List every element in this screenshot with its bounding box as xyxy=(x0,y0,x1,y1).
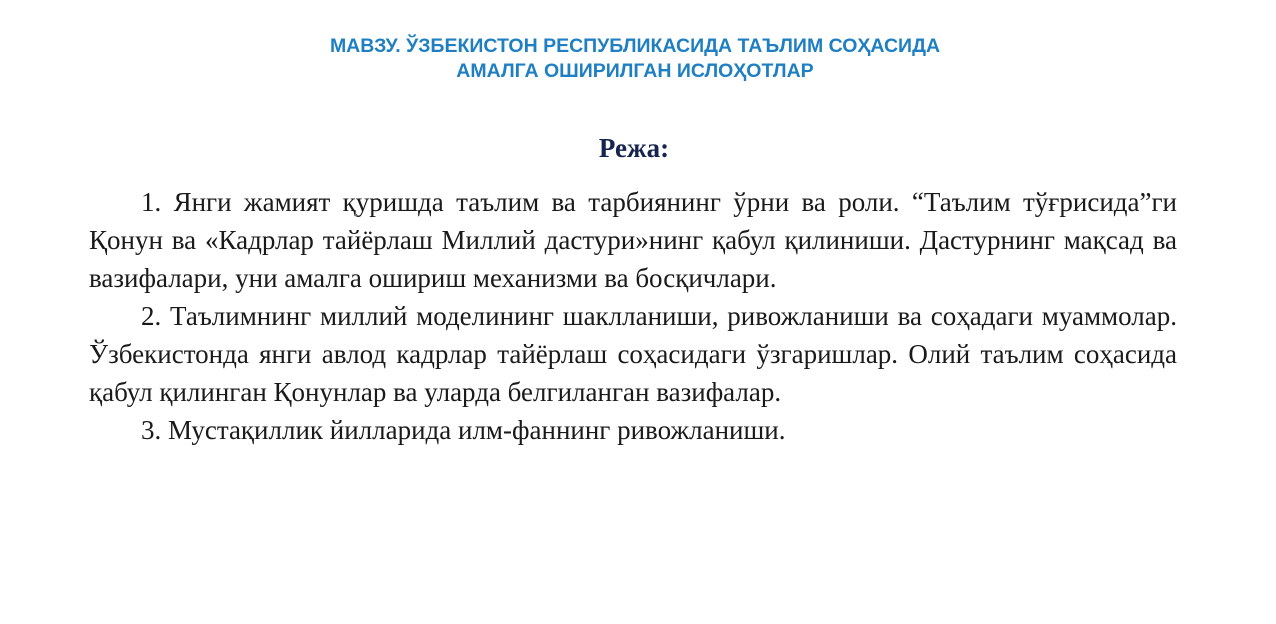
plan-item-1: 1. Янги жамият қуришда таълим ва тарбиянинг ўрни ва роли. “Таълим тўғрисида”ги Қонун ва «Кадрлар тайёрлаш Миллий дастури»нинг қабул қилиниши. Дастурнинг мақсад ва вазифалари, уни амалга ошириш механизми ва босқичлари. xyxy=(89,187,1177,293)
topic-title-line-2: АМАЛГА ОШИРИЛГАН ИСЛОҲОТЛАР xyxy=(456,60,814,82)
topic-title-line-1: МАВЗУ. ЎЗБЕКИСТОН РЕСПУБЛИКАСИДА ТАЪЛИМ СОҲАСИДА xyxy=(329,35,941,57)
plan-list xyxy=(89,183,1177,449)
plan-heading: Режа: xyxy=(598,133,670,163)
plan-item-2: 2. Таълимнинг миллий моделининг шаклланиши, ривожланиши ва соҳадаги муаммолар. Ўзбекистонда янги авлод кадрлар тайёрлаш соҳасидаги ўзгаришлар. Олий таълим соҳасида қабул қилинган Қонунлар ва уларда белгиланган вазифалар. xyxy=(89,301,1177,407)
plan-item-3: 3. Мустақиллик йилларида илм-фаннинг ривожланиши. xyxy=(141,415,786,445)
topic-title xyxy=(150,34,1120,84)
